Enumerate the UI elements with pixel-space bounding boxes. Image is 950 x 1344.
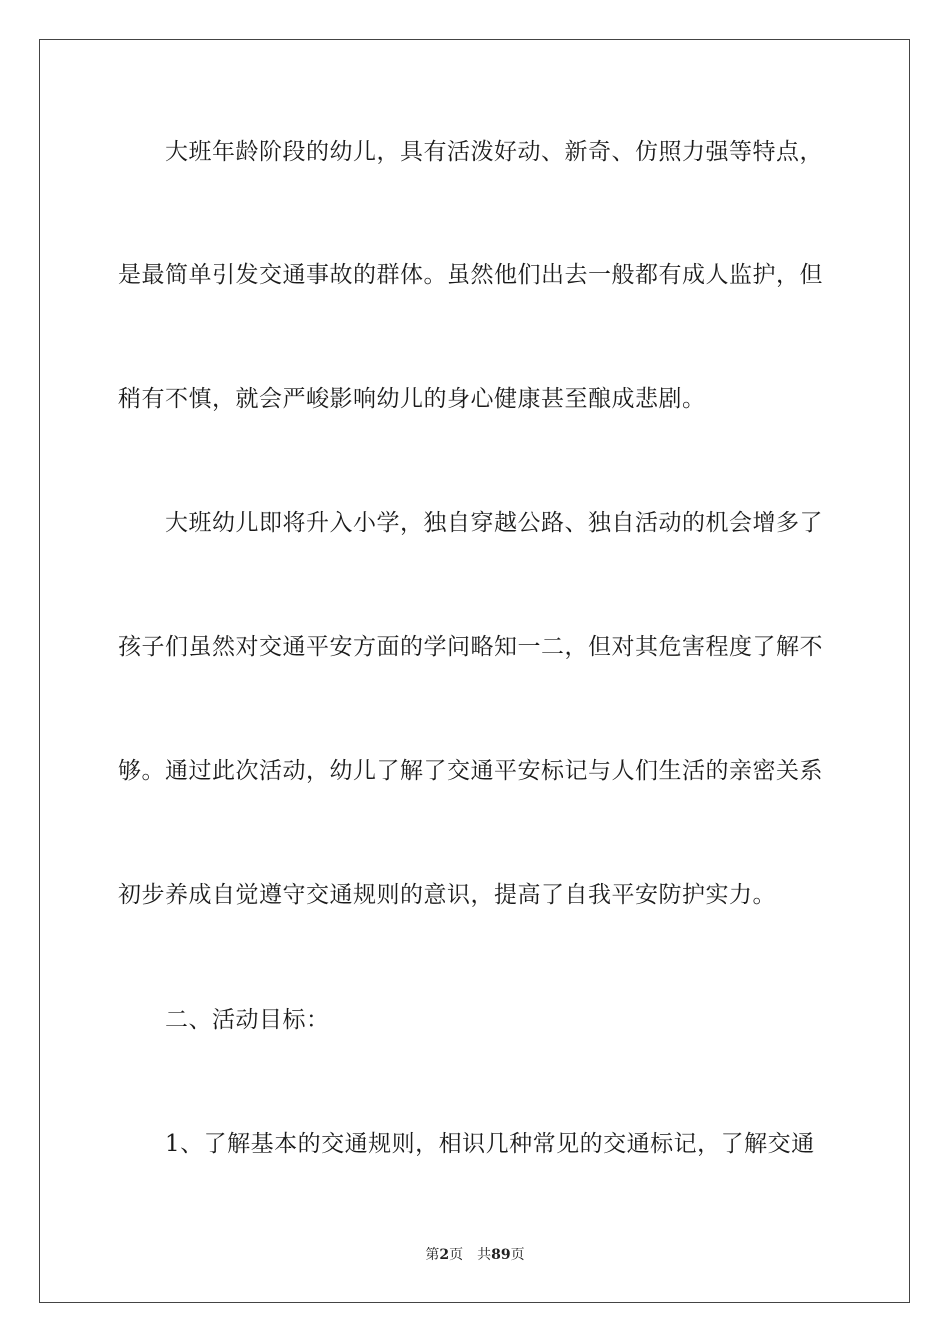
footer-page-prefix: 第 <box>425 1247 440 1263</box>
paragraph-line: 够。通过此次活动，幼儿了解了交通平安标记与人们生活的亲密关系 <box>118 758 823 784</box>
footer-page-suffix: 页 <box>449 1247 464 1263</box>
paragraph-line: 大班幼儿即将升入小学，独自穿越公路、独自活动的机会增多了 <box>165 510 823 536</box>
footer-total-pages: 89 <box>491 1247 511 1263</box>
paragraph-line: 是最简单引发交通事故的群体。虽然他们出去一般都有成人监护，但 <box>118 262 823 288</box>
paragraph-line: 稍有不慎，就会严峻影响幼儿的身心健康甚至酿成悲剧。 <box>118 386 706 412</box>
paragraph-line: 大班年龄阶段的幼儿，具有活泼好动、新奇、仿照力强等特点， <box>165 139 823 165</box>
paragraph-line: 1、了解基本的交通规则，相识几种常见的交通标记，了解交通 <box>165 1131 815 1157</box>
footer-page-number: 2 <box>439 1247 450 1263</box>
footer-total-suffix: 页 <box>510 1247 525 1263</box>
paragraph-line: 孩子们虽然对交通平安方面的学问略知一二，但对其危害程度了解不 <box>118 634 823 660</box>
footer-total-prefix: 共 <box>477 1247 492 1263</box>
section-heading: 二、活动目标： <box>165 1007 330 1033</box>
page-footer <box>0 1246 950 1264</box>
paragraph-line: 初步养成自觉遵守交通规则的意识，提高了自我平安防护实力。 <box>118 882 776 908</box>
page-frame <box>39 39 910 1303</box>
